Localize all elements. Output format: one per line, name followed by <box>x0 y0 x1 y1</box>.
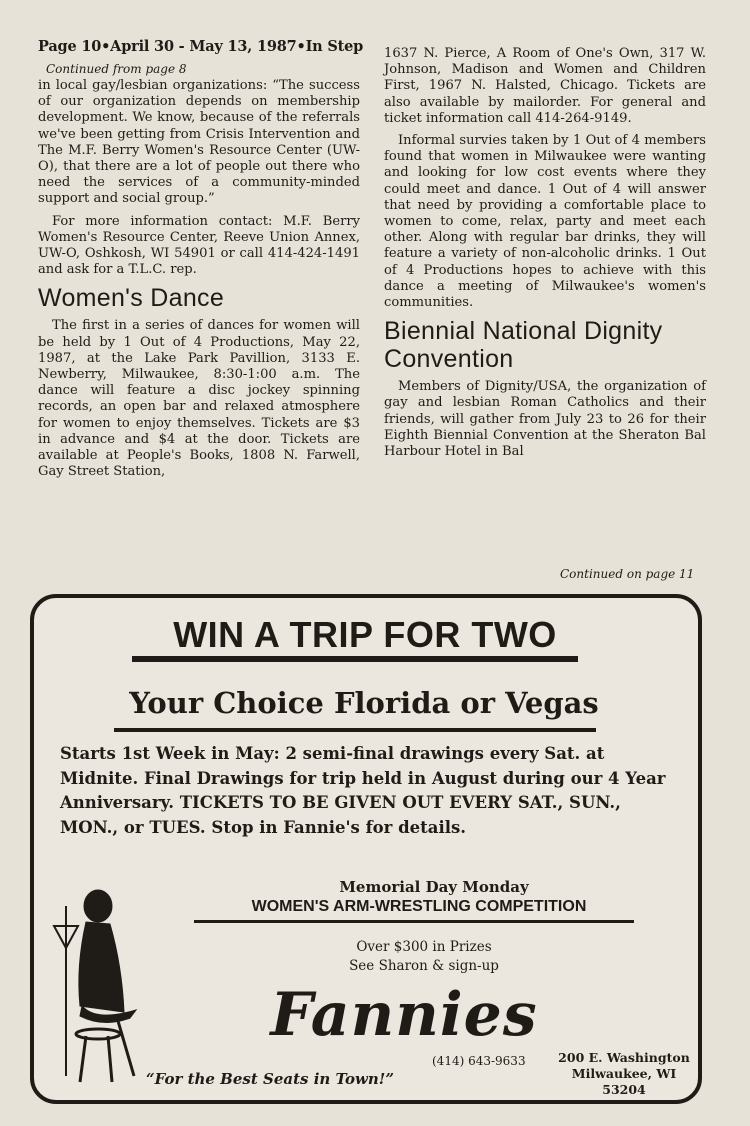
left-paragraph-3: The first in a series of dances for women will be held by 1 Out of 4 Productions, May 22, 1987, at the Lake Park Pavillion, 3133 E. Newberry, Milwaukee, 8:30-1:00 a.m. The dance will feature a disc jockey spinning records, an open bar and relaxed atmosphere for women to enjoy themselves. Tickets are $3 in advance and $4 at the door. Tickets are available at People's Books, 1808 N. Farwell, Gay Street Station, <box>38 318 360 480</box>
ad-title: WIN A TRIP FOR TWO <box>173 614 557 655</box>
signup-line: See Sharon & sign-up <box>349 958 499 974</box>
prize-info <box>304 938 544 976</box>
womens-dance-heading: Women's Dance <box>38 284 225 313</box>
arm-wrestling-title: WOMEN'S ARM-WRESTLING COMPETITION <box>251 898 587 915</box>
continued-on-note: Continued on page 11 <box>560 567 695 581</box>
ad-body-text: Starts 1st Week in May: 2 semi-final drawings every Sat. at Midnite. Final Drawings for trip held in August during our 4 Year Anniversary. TICKETS TO BE GIVEN OUT EVERY SAT., SUN., MON., or TUES. Stop in Fannie's for details. <box>60 744 666 837</box>
ad-subtitle-underline <box>114 728 596 732</box>
ad-title-underline <box>132 656 578 662</box>
continued-from-note: Continued from page 8 <box>46 62 187 76</box>
page-header: Page 10•April 30 - May 13, 1987•In Step <box>38 38 364 55</box>
competition-underline <box>194 920 634 923</box>
left-paragraph-2: For more information contact: M.F. Berry Women's Resource Center, Reeve Union Annex, UW-O, Oshkosh, WI 54901 or call 414-424-1491 and ask for a T.L.C. rep. <box>38 213 360 278</box>
ad-tagline: “For the Best Seats in Town!” <box>146 1070 394 1088</box>
woman-on-stool-illustration <box>46 886 146 1086</box>
fannies-logo: Fannies <box>270 980 538 1050</box>
right-paragraph-3: Members of Dignity/USA, the organization of gay and lesbian Roman Catholics and their friends, will gather from July 23 to 26 for their Eighth Biennial Convention at the Sheraton Bal Harbour Hotel in Bal <box>384 379 706 460</box>
prizes-line: Over $300 in Prizes <box>356 939 492 955</box>
dignity-convention-heading: Biennial National Dignity Convention <box>384 317 663 374</box>
address-line-1: 200 E. Washington <box>558 1050 690 1065</box>
left-paragraph-1: in local gay/lesbian organizations: “The success of our organization depends on membership development. We know, because of the referrals we've been getting from Crisis Intervention and The M.F. Berry Women's Resource Center (UW-O), that there are a lot of people out there who need the services of a community-minded support and social group.” <box>38 78 360 207</box>
ad-phone: (414) 643-9633 <box>432 1054 526 1068</box>
ad-subtitle: Your Choice Florida or Vegas <box>129 686 599 720</box>
right-column <box>384 46 706 466</box>
right-paragraph-2: Informal survies taken by 1 Out of 4 members found that women in Milwaukee were wanting and looking for low cost events where they could meet and dance. 1 Out of 4 will answer that need by providing a comfortable place to women to come, relax, party and meet each other. Along with regular bar drinks, they will feature a variety of non-alcoholic drinks. 1 Out of 4 Productions hopes to achieve with this dance a meeting of Milwaukee's women's communities. <box>384 133 706 311</box>
fannies-advertisement <box>30 594 702 1104</box>
address-line-2: Milwaukee, WI 53204 <box>571 1066 677 1097</box>
left-column <box>38 78 360 486</box>
right-paragraph-1: 1637 N. Pierce, A Room of One's Own, 317 W. Johnson, Madison and Women and Children First, 1967 N. Halsted, Chicago. Tickets are also available by mailorder. For general and ticket information call 414-264-9149. <box>384 46 706 126</box>
memorial-day-text: Memorial Day Monday <box>339 878 529 896</box>
ad-address <box>554 1050 694 1098</box>
